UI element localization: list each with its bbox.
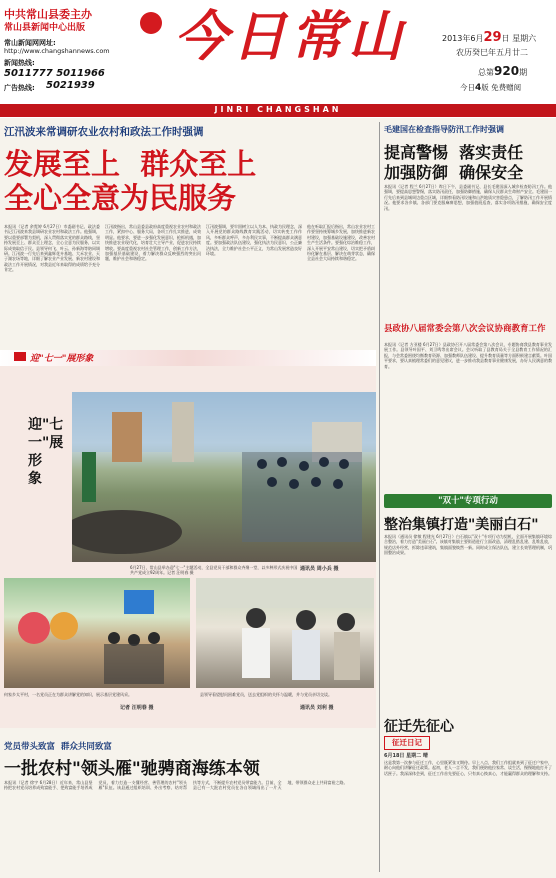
left-photo-credit: 记者 汪明春 摄 [120,705,154,711]
right-photo-credit: 通讯员 刘利 摄 [300,705,334,711]
feature-right-photo [196,578,374,688]
bottom-headline: 一批农村"领头雁"驰骋商海练本领 [4,759,260,779]
lead-headline-line1: 发展至上 群众至上 [4,147,257,181]
issue-number: 920 [494,64,520,78]
right-headline4: 整治集镇打造"美丽白石" [384,517,539,533]
feature-banner-strip [0,350,376,366]
right-photo-graphic [196,578,374,688]
right-kicker: 毛建国在检查指导防汛工作时强调 [384,125,504,134]
masthead-pinyin: JINRI CHANGSHAN [214,105,342,114]
lead-headline-line2: 全心全意为民服务 [4,181,237,215]
feature-vertical-title: 迎"七一"展形象 [28,417,64,487]
issue-number-line: 总第920期 [478,64,528,78]
bottom-body: 本报讯（记者 徐宇 6月28日）近年来，常山县坚持把农村党员培养成致富能手、把致富能手培养成党员，着力打造一支懂经营、善管理的农村"领头雁"队伍。该县通过组织培训、外出考察、结对帮扶等方式，不断提升农村党员带富能力。目前，全县已有一大批农村党员在各自领域闯出了一片天地，带领群众走上共同富裕之路。 [4,780,348,791]
hotline-label: 新闻热线: [4,59,35,67]
masthead [0,0,556,118]
date-day: 29 [483,30,502,45]
date-line [442,30,536,45]
column-divider [379,122,380,872]
special-action-label: "双十"专项行动 [438,496,498,506]
feature-left-photo [4,578,190,688]
lead-body-col3: 江汛波强调，要牢固树立以人为本、执政为民理念，深入开展党的群众路线教育实践活动，切实转变工作作风，多听群众呼声，多办利民实事，不断提高群众满意度。要加强政法队伍建设，强化执法为民意识，公正廉洁执法，全力维护社会公平正义，为常山发展营造良好环境。 [206,224,302,257]
website-label: 常山新闻网网址: [4,39,56,47]
feature-main-photo [72,392,376,562]
publisher: 中共常山县委主办 [4,8,92,21]
right-headline2: 加强防御 确保安全 [384,163,524,182]
main-photo-caption: 6月27日，常山县举办迎"七一"主题活动，全县党员干部和群众齐聚一堂，以多种形式庆祝中国共产党成立92周年。记者 汪明春 摄 [130,565,298,575]
photo-people-graphic [72,392,376,562]
pages-number: 4 [475,83,482,93]
bottom-kicker: 党员带头致富 群众共同致富 [4,742,112,752]
left-photo-caption: 何家乡太平村，一名党员正在为群众讲解党的知识，展示基层党建风采。 [4,692,132,697]
date-suffix: 日 星期六 [501,34,537,43]
lunar-date: 农历癸巳年五月廿二 [456,48,528,57]
lead-body-col1: 本报讯（记者 余霓婷 6月27日）市委副书记、政法委书记江汛波来我县调研农业农村和政法工作。他强调，要以重要部署为契机，深入贯彻落实党的群众路线，坚持发展至上、群众至上理念，全心全意为民服务，以实际成效取信于民。县领导何飞、叶云、孙新海等陪同调研。江汛波一行先后来到鑫辉花卉基地、大禾农业、天子湖农场等地，详细了解农业产业发展、新农村建设和政法工作开展情况，对我县近年来取得的成绩给予充分肯定。 [4,224,100,273]
right-photo-caption: 县领导看望慰问困难党员，送去党组织的关怀与温暖，并与党员亲切交谈。 [200,692,332,697]
lead-body-col4: 他在听取汇报后指出，常山农业农村工作要坚持统筹城乡发展，加快推进新农村建设，加强基础设施建设，改善农村生产生活条件。要强化综治维稳工作，深入开展平安常山建设，切实把矛盾纠纷化解在基层、解决在萌芽状态，确保全县社会大局持续和谐稳定。 [307,224,375,262]
pages-line: 今日4版 免费赠阅 [460,83,522,93]
diary-date: 6月18日 星期二 晴 [384,753,428,759]
special-action-banner [384,494,552,508]
right-body2: 本报讯（记者 方亚楼 6月27日）县政协召开八届常委会第八次会议，专题协商我县教育事业发展工作。县领导叶国平、刘卫鸣等出席会议。会议听取了县教育局关于全县教育工作情况的汇报，与会常委围绕均衡教育资源、加强教师队伍建设、提升教育质量等方面积极建言献策。叶国平要求，要认真梳理常委们的意见建议，进一步推动我县教育事业健康发展，办好人民满意的教育。 [384,342,552,369]
left-photo-graphic [4,578,190,688]
right-headline3: 县政协八届常委会第八次会议协商教育工作 [384,324,546,334]
website-link[interactable]: http://www.changshannews.com [4,47,110,55]
hotline-numbers: 5011777 5011966 [4,68,105,79]
right-body1: 本报讯（记者 程兰 6月27日）昨日下午，县委副书记、县长毛建国深入城乡检查防汛工作。他强调，要提高思想警惕，落实防汛责任，加强防御措施，确保人民群众生命财产安全。毛建国一行先后来到县城周边重点区域，详细察看防汛设施和山洪地质灾害隐患点，了解防汛工作开展情况。他要求各乡镇、各部门要克服麻痹思想，加强值班巡查，落实各项防汛措施，确保安全度汛。 [384,184,552,211]
flag-icon [14,352,26,361]
ad-hotline-label: 广告热线: [4,84,35,92]
main-photo-credit: 通讯员 周小兵 摄 [300,566,339,572]
column-tag: 征迁日记 [384,736,430,750]
right-headline5: 征迁先征心 [384,719,454,735]
masthead-title: 今日常山 [174,4,406,68]
right-headline1: 提高警惕 落实责任 [384,143,524,162]
lead-body-col2: 江汛波指出，常山县委县政府高度重视农业农村和政法工作，紧扣中心、服务大局，各项工作扎实推进，成效明显。他要求，要进一步强化发展意识，抢抓机遇，加快推进农业现代化，培育壮大主导产业，促进农民持续增收。要高度重视农村社会管理工作，创新工作方法，加强基层基础建设，着力解决群众反映强烈的突出问题，维护社会和谐稳定。 [105,224,201,262]
logo-circle [140,12,162,34]
right-body3: 本报讯（通讯员 徐敏 程建光 6月27日）白石镇以"双十"专项行动为契机，全面开展集镇环境综合整治，着力打造"美丽白石"。该镇对集镇主要街道进行立面改造，清理乱搭乱建、乱堆乱放，规范店外经营，拆除违章建筑，集镇面貌焕然一新。同时成立保洁队伍，建立长效管理机制，巩固整治成果。 [384,534,552,556]
right-body4: 这是我第一次参与征迁工作，心里既紧张又期待。早上八点，我们工作组就来到了征迁户家中，耐心向他们讲解征迁政策。起初，老人一言不发，我们便陪他拉家常、谈生活，慢慢地他打开了话匣子。我深深体会到，征迁工作首先要征心，只有真心换真心，才能赢得群众的理解和支持。 [384,760,552,776]
feature-section-banner: 迎"七一"展形象 [30,354,94,364]
date-prefix: 2013年6月 [442,34,484,43]
ad-number: 5021939 [46,80,95,91]
lead-kicker: 江汛波来常调研农业农村和政法工作时强调 [4,126,204,138]
subpublisher: 常山县新闻中心出版 [4,23,86,33]
